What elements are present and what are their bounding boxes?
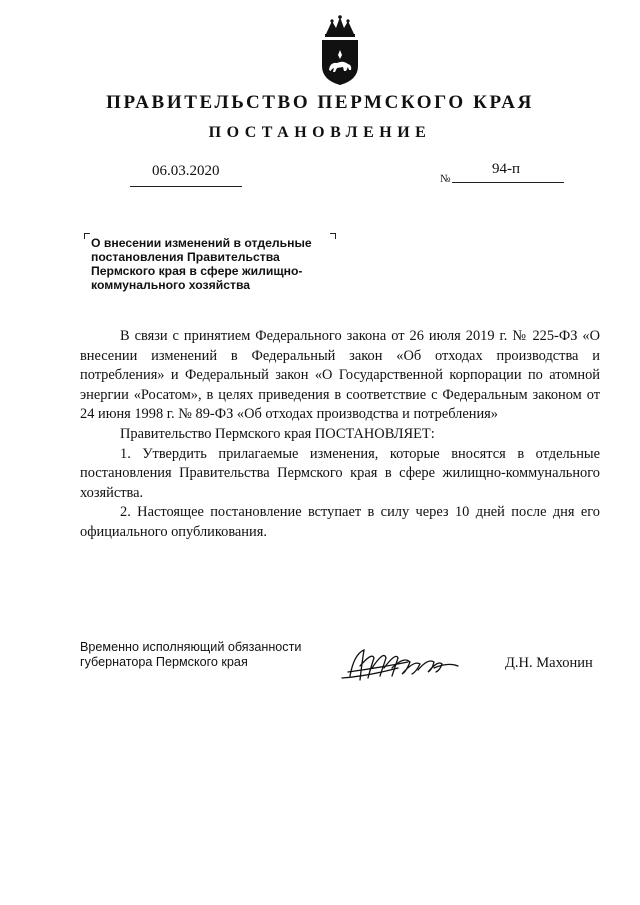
coat-of-arms-icon (318, 14, 362, 86)
document-body (80, 327, 600, 543)
document-date: 06.03.2020 (152, 163, 220, 179)
document-subject: О внесении изменений в отдельные постановления Правительства Пермского края в сфере жилищно- коммунального хозяйства (91, 236, 312, 292)
body-paragraph: В связи с принятием Федерального закона от 26 июля 2019 г. № 225-ФЗ «О внесении изменений в Федеральный закон «Об отходах производства и потребления» и Федеральный закон «О Государственной корпорации по атомной энергии «Росатом», в целях приведения в соответствие с Федеральным законом от 24 июня 1998 г. № 89-ФЗ «Об отходах производства и потребления» (80, 328, 600, 423)
signatory-position: Временно исполняющий обязанности губернатора Пермского края (80, 640, 302, 669)
organization-title: ПРАВИТЕЛЬСТВО ПЕРМСКОГО КРАЯ (106, 92, 534, 113)
body-paragraph: Правительство Пермского края ПОСТАНОВЛЯЕТ: (120, 425, 435, 442)
signatory-name: Д.Н. Махонин (505, 655, 593, 671)
document-number: 94-п (492, 161, 521, 177)
subject-corner-left (84, 233, 90, 239)
document-type: ПОСТАНОВЛЕНИЕ (208, 124, 432, 141)
number-underline (452, 182, 564, 183)
date-underline (130, 186, 242, 187)
body-paragraph: 2. Настоящее постановление вступает в силу через 10 дней после дня его официального опубликования. (80, 504, 600, 540)
handwritten-signature (338, 646, 464, 686)
number-sign: № (440, 173, 451, 185)
body-paragraph: 1. Утвердить прилагаемые изменения, которые вносятся в отдельные постановления Правительства Пермского края в сфере жилищно-коммунального хозяйства. (80, 445, 600, 501)
